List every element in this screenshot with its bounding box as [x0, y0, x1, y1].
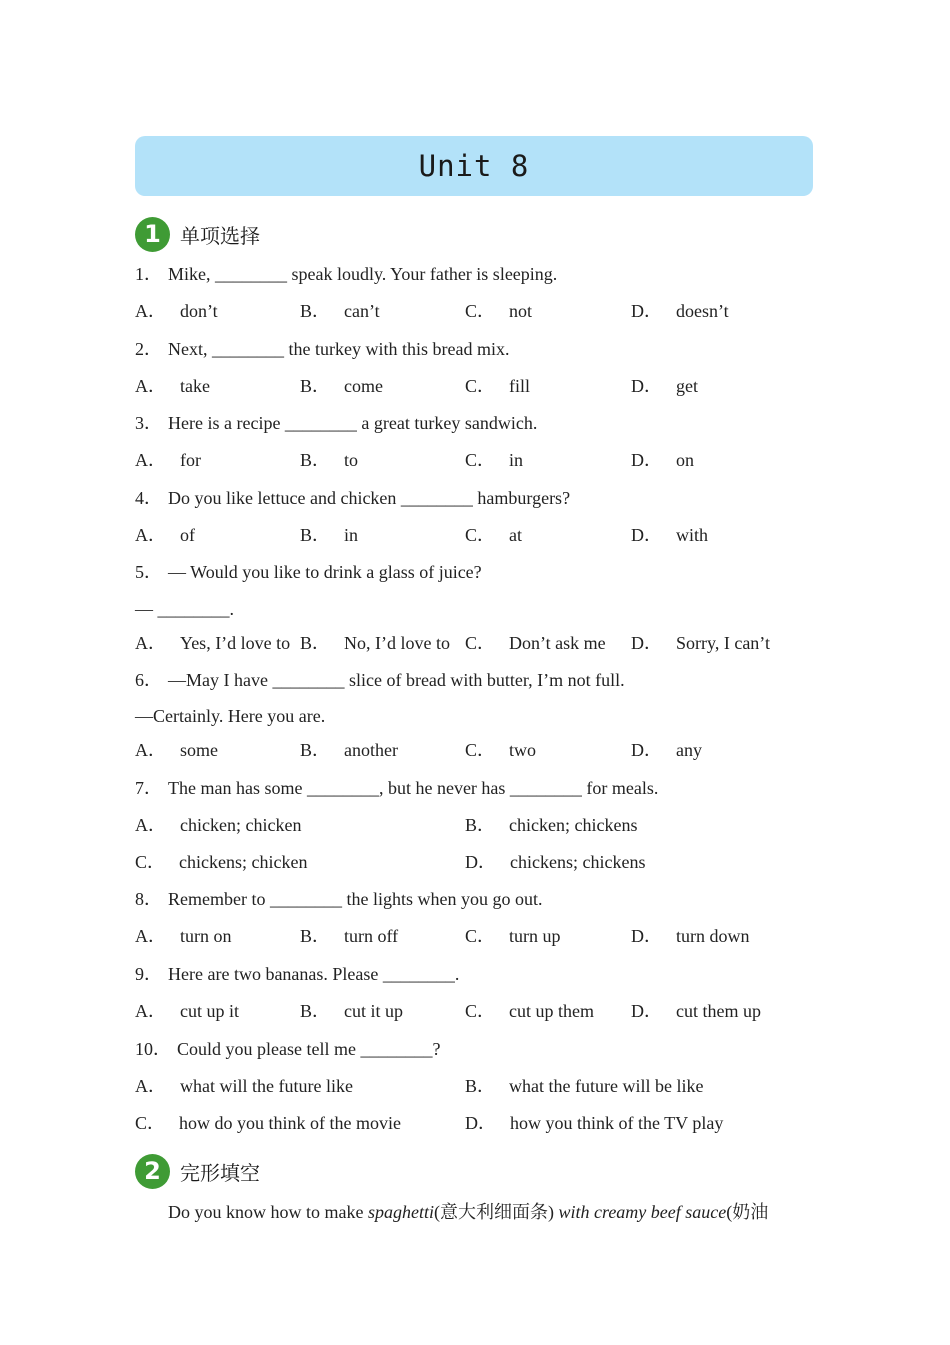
question-10-options-row-1 — [135, 1075, 835, 1097]
option-d[interactable]: D． chickens; chickens — [465, 852, 646, 872]
section-title: 单项选择 — [180, 223, 260, 248]
option-b[interactable]: B． cut it up — [300, 1001, 404, 1021]
question-text: Mike, ________ speak loudly. Your father is sleeping. — [168, 264, 558, 284]
option-c[interactable]: C． fill — [465, 376, 531, 396]
question-9-options — [135, 1000, 835, 1022]
option-b[interactable]: B． another — [300, 740, 398, 760]
question-10-options-row-2 — [135, 1112, 835, 1134]
question-3 — [135, 412, 537, 434]
question-8-options — [135, 925, 835, 947]
option-b[interactable]: B． No, I’d love to — [300, 633, 450, 653]
option-c[interactable]: C． in — [465, 450, 524, 470]
option-a[interactable]: A． take — [135, 376, 210, 396]
option-c[interactable]: C． cut up them — [465, 1001, 594, 1021]
question-number: 9． — [135, 964, 162, 984]
option-c[interactable]: C． two — [465, 740, 537, 760]
question-number: 10． — [135, 1039, 171, 1059]
option-a[interactable]: A． turn on — [135, 926, 232, 946]
question-5-options — [135, 632, 835, 654]
option-a[interactable]: A． some — [135, 740, 218, 760]
option-b[interactable]: B． in — [300, 525, 359, 545]
question-number: 3． — [135, 413, 162, 433]
option-d[interactable]: D． how you think of the TV play — [465, 1113, 724, 1133]
option-d[interactable]: D． doesn’t — [631, 301, 729, 321]
option-b[interactable]: B． turn off — [300, 926, 399, 946]
question-number: 4． — [135, 488, 162, 508]
section-number-badge: 2 — [135, 1154, 170, 1189]
question-2 — [135, 338, 509, 360]
question-7-options-row-2 — [135, 851, 835, 873]
option-a[interactable]: A． of — [135, 525, 195, 545]
question-4 — [135, 487, 570, 509]
question-number: 8． — [135, 889, 162, 909]
option-b[interactable]: B． come — [300, 376, 383, 396]
section-title: 完形填空 — [180, 1160, 260, 1185]
question-text: Next, ________ the turkey with this bread mix. — [168, 339, 510, 359]
question-4-options — [135, 524, 835, 546]
option-d[interactable]: D． turn down — [631, 926, 750, 946]
option-d[interactable]: D． get — [631, 376, 698, 396]
question-text: Here are two bananas. Please ________. — [168, 964, 460, 984]
question-6-reply: —Certainly. Here you are. — [135, 706, 326, 726]
option-b[interactable]: B． chicken; chickens — [465, 815, 638, 835]
question-text: —May I have ________ slice of bread with butter, I’m not full. — [168, 670, 625, 690]
option-d[interactable]: D． Sorry, I can’t — [631, 633, 770, 653]
section-1-header — [135, 216, 260, 252]
question-number: 5． — [135, 562, 162, 582]
unit-banner — [135, 136, 813, 196]
question-number: 7． — [135, 778, 162, 798]
question-number: 1． — [135, 264, 162, 284]
option-a[interactable]: A． Yes, I’d love to — [135, 633, 291, 653]
question-2-options — [135, 375, 835, 397]
question-1-options — [135, 300, 835, 322]
question-7 — [135, 777, 658, 799]
question-text: Do you like lettuce and chicken ________ hamburgers? — [168, 488, 571, 508]
option-d[interactable]: D． with — [631, 525, 709, 545]
option-a[interactable]: A． for — [135, 450, 201, 470]
question-8 — [135, 888, 542, 910]
option-b[interactable]: B． to — [300, 450, 359, 470]
question-text: The man has some ________, but he never has ________ for meals. — [168, 778, 659, 798]
option-b[interactable]: B． what the future will be like — [465, 1076, 704, 1096]
section-number-badge: 1 — [135, 217, 170, 252]
question-6 — [135, 669, 625, 691]
option-c[interactable]: C． Don’t ask me — [465, 633, 606, 653]
unit-title: Unit 8 — [418, 149, 530, 183]
question-text: Could you please tell me ________? — [177, 1039, 441, 1059]
option-c[interactable]: C． not — [465, 301, 533, 321]
option-c[interactable]: C． how do you think of the movie — [135, 1113, 401, 1133]
option-d[interactable]: D． cut them up — [631, 1001, 761, 1021]
option-a[interactable]: A． chicken; chicken — [135, 815, 302, 835]
option-a[interactable]: A． cut up it — [135, 1001, 239, 1021]
cloze-passage: Do you know how to make spaghetti(意大利细面条) with creamy beef sauce(奶油 — [168, 1202, 769, 1222]
question-text: Remember to ________ the lights when you go out. — [168, 889, 543, 909]
question-7-options-row-1 — [135, 814, 835, 836]
question-6-options — [135, 739, 835, 761]
question-text: Here is a recipe ________ a great turkey sandwich. — [168, 413, 538, 433]
option-d[interactable]: D． any — [631, 740, 702, 760]
question-number: 6． — [135, 670, 162, 690]
question-9 — [135, 963, 459, 985]
option-b[interactable]: B． can’t — [300, 301, 380, 321]
option-a[interactable]: A． what will the future like — [135, 1076, 353, 1096]
question-3-options — [135, 449, 835, 471]
question-10 — [135, 1038, 440, 1060]
question-text: — Would you like to drink a glass of juice? — [168, 562, 482, 582]
question-5-reply: — ________. — [135, 599, 234, 619]
option-d[interactable]: D． on — [631, 450, 694, 470]
option-c[interactable]: C． turn up — [465, 926, 561, 946]
option-c[interactable]: C． chickens; chicken — [135, 852, 308, 872]
question-1 — [135, 263, 557, 285]
question-number: 2． — [135, 339, 162, 359]
section-2-header — [135, 1153, 260, 1189]
question-5 — [135, 561, 482, 583]
option-c[interactable]: C． at — [465, 525, 523, 545]
option-a[interactable]: A． don’t — [135, 301, 218, 321]
